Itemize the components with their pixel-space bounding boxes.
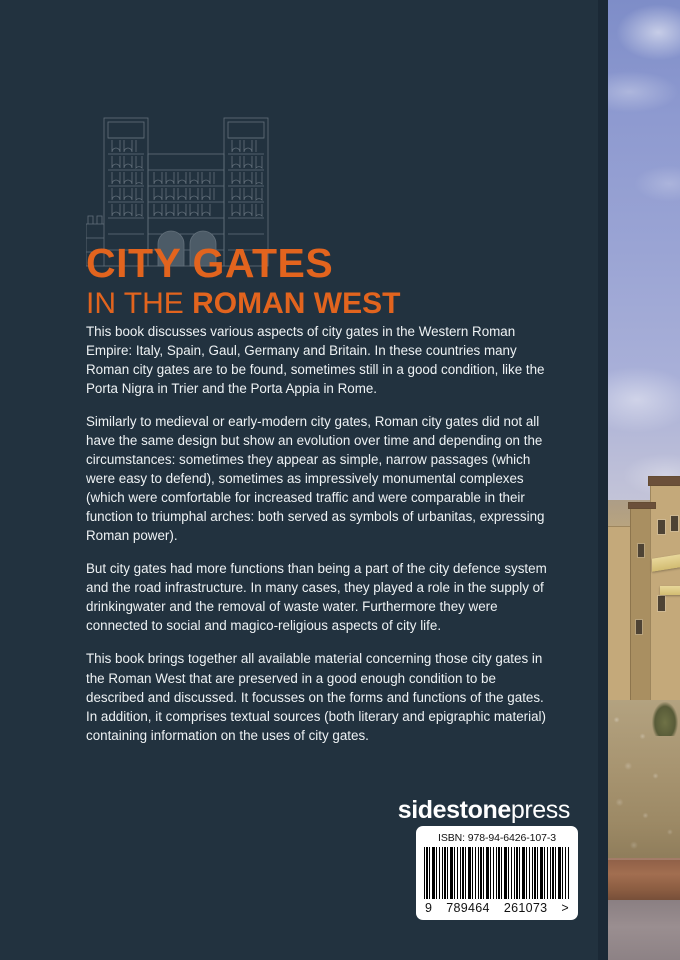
barcode-digit-right: > [561, 901, 569, 915]
window [658, 520, 665, 534]
blurb-paragraph: But city gates had more functions than being a part of the city defence system and the road infrastructure. In many cases, they played a role in the supply of drinkingwater and the removal of waste water. Furthermore they were connected to social and magico-religious aspects of city life. [86, 561, 547, 634]
publisher-suffix: press [510, 796, 570, 824]
book-title: CITY GATES [86, 240, 334, 286]
barcode-digit-group-1: 789464 [446, 901, 490, 915]
barcode-digit-left: 9 [425, 901, 433, 915]
building-roof [648, 476, 680, 486]
sky-region [608, 0, 680, 540]
barcode-digit-group-2: 261073 [503, 901, 548, 915]
paved-ground [608, 900, 680, 960]
title-block [86, 240, 556, 320]
book-subtitle [86, 289, 556, 319]
publisher-logo [398, 796, 570, 825]
barcode-digits [424, 901, 570, 915]
subtitle-emphasis: ROMAN WEST [192, 287, 401, 320]
building-roof-2 [628, 502, 656, 509]
window [638, 544, 644, 557]
blurb-paragraph: This book brings together all available material concerning those city gates in the Roman West that are preserved in a good enough condition to be described and discussed. It focusses on the forms and functions of the gates. In addition, it comprises textual sources (both literary and epigraphic material) containing information on the uses of city gates. [86, 651, 546, 743]
barcode [416, 826, 578, 920]
window [671, 516, 678, 531]
brick-parapet [608, 858, 680, 904]
balcony-box [660, 586, 680, 595]
blurb-text [86, 322, 548, 745]
town-buildings-region [608, 500, 680, 730]
isbn-label: ISBN: 978-94-6426-107-3 [438, 832, 556, 844]
subtitle-prefix: IN THE [86, 287, 193, 320]
barcode-bars [424, 847, 570, 899]
photo-strip-edge [598, 0, 608, 960]
shrub [652, 702, 678, 736]
publisher-name: sidestone [397, 796, 511, 824]
window [636, 620, 642, 634]
blurb-paragraph: This book discusses various aspects of city gates in the Western Roman Empire: Italy, Spain, Gaul, Germany and Britain. In these countries many Roman city gates are to be found, sometimes still in a good condition, like the Porta Nigra in Trier and the Porta Appia in Rome. [86, 324, 545, 397]
window [658, 596, 665, 611]
italian-hilltown-photograph [608, 0, 680, 960]
blurb-paragraph: Similarly to medieval or early-modern city gates, Roman city gates did not all have the same design but show an evolution over time and depending on the circumstances: sometimes they appear as simple, narrow passages (which were easy to defend), sometimes as impressively monumental complexes (which were comfortable for increased traffic and were comparable in their function to triumphal arches: both served as symbols of urbanitas, expressing Roman power). [86, 414, 545, 544]
